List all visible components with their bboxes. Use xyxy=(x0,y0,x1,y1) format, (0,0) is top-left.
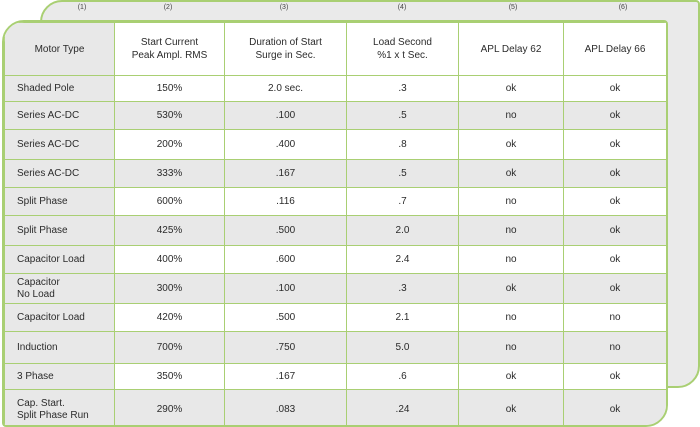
apl-delay-62-cell: ok xyxy=(459,274,564,304)
header-row xyxy=(5,23,667,76)
apl-delay-66-cell: no xyxy=(564,304,667,332)
start-current-cell: 200% xyxy=(115,130,225,160)
start-current-cell: 530% xyxy=(115,102,225,130)
header-label: APL Delay 66 xyxy=(584,43,646,55)
header-label: Duration of Start xyxy=(249,37,322,48)
motor-table xyxy=(4,22,667,427)
motor-type-cell xyxy=(5,332,115,364)
apl-delay-66-cell: ok xyxy=(564,130,667,160)
apl-delay-66-cell: ok xyxy=(564,102,667,130)
duration-cell: .500 xyxy=(225,304,347,332)
motor-type-cell xyxy=(5,130,115,160)
apl-delay-62-cell: ok xyxy=(459,390,564,427)
apl-delay-62-cell: no xyxy=(459,304,564,332)
apl-delay-62-cell: no xyxy=(459,188,564,216)
motor-type-cell xyxy=(5,304,115,332)
motor-type-cell xyxy=(5,364,115,390)
motor-type-cell xyxy=(5,274,115,304)
apl-delay-66-cell: ok xyxy=(564,188,667,216)
table-row xyxy=(5,304,667,332)
apl-delay-66-cell: ok xyxy=(564,390,667,427)
table-row xyxy=(5,160,667,188)
start-current-cell: 290% xyxy=(115,390,225,427)
apl-delay-62-cell: ok xyxy=(459,364,564,390)
load-second-cell: .3 xyxy=(347,76,459,102)
motor-type-label: Series AC-DC xyxy=(17,167,80,179)
start-current-cell: 420% xyxy=(115,304,225,332)
column-number-row xyxy=(40,4,700,18)
table-row xyxy=(5,188,667,216)
apl-delay-66-cell: ok xyxy=(564,364,667,390)
table-row xyxy=(5,102,667,130)
duration-cell: .167 xyxy=(225,160,347,188)
duration-cell: .100 xyxy=(225,274,347,304)
duration-cell: .116 xyxy=(225,188,347,216)
header-duration xyxy=(225,23,347,76)
load-second-cell: .5 xyxy=(347,102,459,130)
header-label: APL Delay 62 xyxy=(480,43,542,55)
load-second-cell: .8 xyxy=(347,130,459,160)
table-body xyxy=(5,76,667,427)
motor-type-label: Capacitor xyxy=(17,276,60,288)
header-start-current xyxy=(115,23,225,76)
apl-delay-62-cell: no xyxy=(459,216,564,246)
motor-type-cell xyxy=(5,188,115,216)
header-label: Start Current xyxy=(140,37,199,48)
load-second-cell: 2.1 xyxy=(347,304,459,332)
header-label: Load Second xyxy=(373,37,432,48)
load-second-cell: 5.0 xyxy=(347,332,459,364)
motor-type-label: Induction xyxy=(17,341,58,353)
motor-type-cell xyxy=(5,390,115,427)
load-second-cell: 2.0 xyxy=(347,216,459,246)
load-second-cell: .6 xyxy=(347,364,459,390)
start-current-cell: 350% xyxy=(115,364,225,390)
header-motor-type xyxy=(5,23,115,76)
duration-cell: .400 xyxy=(225,130,347,160)
column-number: (4) xyxy=(397,4,407,11)
table-row xyxy=(5,332,667,364)
table-row xyxy=(5,246,667,274)
motor-type-cell xyxy=(5,160,115,188)
start-current-cell: 700% xyxy=(115,332,225,364)
duration-cell: .750 xyxy=(225,332,347,364)
load-second-cell: .3 xyxy=(347,274,459,304)
table-row xyxy=(5,364,667,390)
start-current-cell: 600% xyxy=(115,188,225,216)
motor-type-label: No Load xyxy=(17,288,55,300)
motor-type-label: Capacitor Load xyxy=(17,253,85,265)
start-current-cell: 150% xyxy=(115,76,225,102)
apl-delay-66-cell: ok xyxy=(564,76,667,102)
motor-type-label: Series AC-DC xyxy=(17,138,80,150)
load-second-cell: .7 xyxy=(347,188,459,216)
load-second-cell: 2.4 xyxy=(347,246,459,274)
column-number: (3) xyxy=(279,4,289,11)
column-number: (5) xyxy=(508,4,518,11)
motor-type-cell xyxy=(5,216,115,246)
motor-type-label: Split Phase xyxy=(17,224,68,236)
header-label: Peak Ampl. RMS xyxy=(131,50,208,61)
motor-type-label: Split Phase xyxy=(17,195,68,207)
apl-delay-62-cell: no xyxy=(459,246,564,274)
motor-type-cell xyxy=(5,76,115,102)
duration-cell: .100 xyxy=(225,102,347,130)
column-number: (6) xyxy=(618,4,628,11)
apl-delay-66-cell: ok xyxy=(564,160,667,188)
header-label: %1 x t Sec. xyxy=(377,50,428,61)
apl-delay-62-cell: ok xyxy=(459,130,564,160)
load-second-cell: .5 xyxy=(347,160,459,188)
header-label: Motor Type xyxy=(34,43,85,55)
motor-table-card xyxy=(2,20,668,427)
table-row xyxy=(5,216,667,246)
motor-type-cell xyxy=(5,246,115,274)
start-current-cell: 400% xyxy=(115,246,225,274)
apl-delay-66-cell: ok xyxy=(564,274,667,304)
start-current-cell: 333% xyxy=(115,160,225,188)
table-row xyxy=(5,390,667,427)
header-label: Surge in Sec. xyxy=(255,50,316,61)
duration-cell: .167 xyxy=(225,364,347,390)
motor-type-label: Cap. Start. xyxy=(17,397,65,409)
apl-delay-62-cell: ok xyxy=(459,160,564,188)
apl-delay-62-cell: ok xyxy=(459,76,564,102)
motor-type-label: 3 Phase xyxy=(17,370,54,382)
motor-type-label: Split Phase Run xyxy=(17,409,89,421)
motor-type-cell xyxy=(5,102,115,130)
header-apl-delay-66 xyxy=(564,23,667,76)
table-row xyxy=(5,130,667,160)
column-number: (2) xyxy=(163,4,173,11)
apl-delay-62-cell: no xyxy=(459,332,564,364)
duration-cell: 2.0 sec. xyxy=(225,76,347,102)
header-load-second xyxy=(347,23,459,76)
duration-cell: .083 xyxy=(225,390,347,427)
motor-type-label: Series AC-DC xyxy=(17,109,80,121)
header-apl-delay-62 xyxy=(459,23,564,76)
apl-delay-66-cell: ok xyxy=(564,246,667,274)
apl-delay-62-cell: no xyxy=(459,102,564,130)
duration-cell: .600 xyxy=(225,246,347,274)
column-number: (1) xyxy=(77,4,87,11)
motor-type-label: Shaded Pole xyxy=(17,82,75,94)
start-current-cell: 300% xyxy=(115,274,225,304)
load-second-cell: .24 xyxy=(347,390,459,427)
apl-delay-66-cell: ok xyxy=(564,216,667,246)
start-current-cell: 425% xyxy=(115,216,225,246)
table-row xyxy=(5,274,667,304)
apl-delay-66-cell: no xyxy=(564,332,667,364)
table-row xyxy=(5,76,667,102)
duration-cell: .500 xyxy=(225,216,347,246)
motor-type-label: Capacitor Load xyxy=(17,311,85,323)
